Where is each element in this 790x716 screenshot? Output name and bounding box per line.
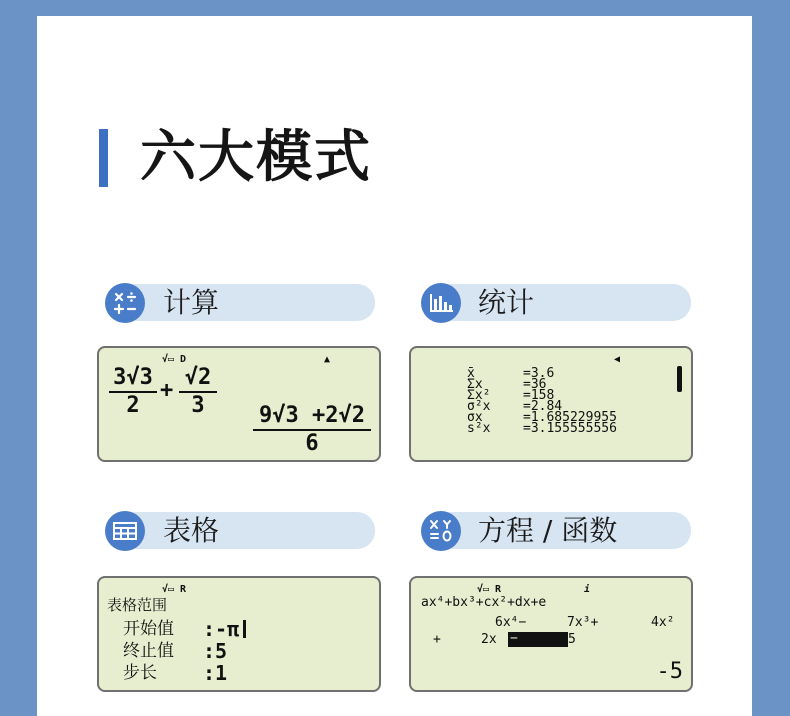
title-accent-bar: [99, 129, 108, 187]
info-icon: i: [584, 584, 591, 595]
table-end-value[interactable]: :5: [203, 639, 228, 663]
stat-label-mean: x̄: [467, 366, 475, 381]
mode-pill-calc: [118, 284, 375, 321]
mode-label-equation: 方程 / 函数: [478, 514, 618, 547]
mode-pill-table: [118, 512, 375, 549]
plus-operator: +: [160, 378, 174, 403]
bar-chart-icon: [421, 283, 461, 323]
scrollbar[interactable]: [677, 366, 682, 392]
fraction-2-denominator: 3: [191, 393, 205, 418]
calc-icon: [105, 283, 145, 323]
stat-label-variance: σ²x: [467, 399, 491, 414]
stat-value-sum: =36: [523, 377, 547, 392]
fraction-1: [109, 366, 157, 418]
equation-icon-glyph: [421, 511, 461, 551]
table-step-label: 步长: [123, 663, 157, 683]
scroll-left-icon: ◀: [614, 354, 621, 365]
scroll-up-icon: ▲: [324, 354, 331, 365]
calc-lcd-screen: [97, 346, 381, 462]
result-fraction: [253, 404, 371, 456]
stat-label-stddev: σx: [467, 410, 483, 425]
coefficient-d-term: 2x: [481, 632, 497, 647]
equation-indicators: √▭ R: [477, 584, 502, 595]
calc-indicators: √▭ D: [162, 354, 187, 365]
stat-label-sample-variance: s²x: [467, 421, 491, 436]
coefficient-a-term: 6x⁴−: [495, 615, 527, 630]
table-step-value[interactable]: :1: [203, 661, 228, 685]
table-indicators: √▭ R: [162, 584, 187, 595]
table-end-label: 终止值: [123, 641, 174, 661]
polynomial-formula: ax⁴+bx³+cx²+dx+e: [421, 595, 547, 610]
fraction-1-numerator: 3√3: [113, 365, 153, 390]
stat-value-sample-variance: =3.155555556: [523, 421, 617, 436]
stat-lcd-screen: [409, 346, 693, 462]
table-start-value[interactable]: :-π: [203, 617, 240, 641]
stat-label-sum-squares: Σx²: [467, 388, 491, 403]
page-title: 六大模式: [140, 125, 372, 190]
plus-sign: +: [433, 632, 441, 647]
mode-pill-stat: [434, 284, 691, 321]
table-start-label: 开始值: [123, 619, 174, 639]
result-denominator: 6: [305, 431, 319, 456]
stat-label-sum: Σx: [467, 377, 483, 392]
table-icon-glyph: [105, 511, 145, 551]
mode-label-table: 表格: [163, 514, 220, 547]
table-icon: [105, 511, 145, 551]
mode-label-stat: 统计: [478, 286, 535, 319]
bar-chart-icon-glyph: [421, 283, 461, 323]
stat-value-variance: =2.84: [523, 399, 563, 414]
mode-label-calc: 计算: [163, 286, 220, 319]
fraction-1-denominator: 2: [126, 393, 140, 418]
coefficient-e-digit: 5: [568, 632, 576, 647]
equation-icon: [421, 511, 461, 551]
coefficient-c-term: 4x²: [651, 615, 675, 630]
fraction-2-numerator: √2: [184, 365, 212, 390]
stat-value-sum-squares: =158: [523, 388, 555, 403]
stat-value-stddev: =1.685229955: [523, 410, 617, 425]
text-cursor: [243, 620, 246, 638]
table-range-header: 表格范围: [107, 596, 168, 614]
table-lcd-screen: [97, 576, 381, 692]
stat-value-mean: =3.6: [523, 366, 555, 381]
equation-result: -5: [656, 659, 683, 684]
coefficient-b-term: 7x³+: [567, 615, 599, 630]
result-numerator: 9√3 +2√2: [259, 403, 365, 428]
equation-lcd-screen: [409, 576, 693, 692]
fraction-2: [179, 366, 217, 418]
highlighted-coefficient[interactable]: −: [508, 632, 568, 647]
calc-icon-glyph: [105, 283, 145, 323]
